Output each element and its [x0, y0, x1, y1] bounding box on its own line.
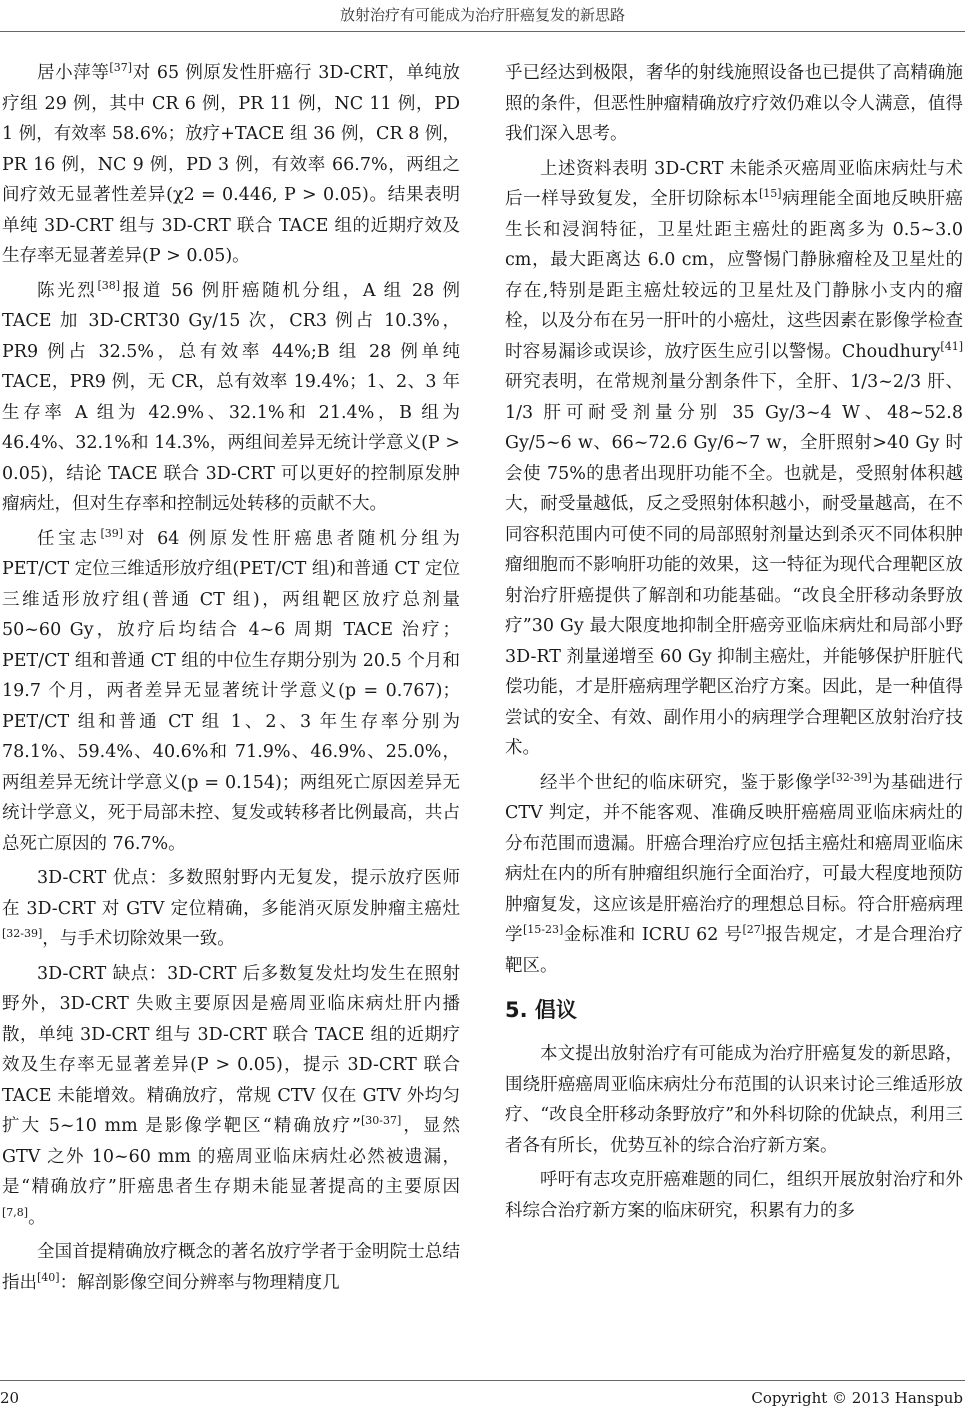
paragraph-3dcrt-disadvantages: 3D-CRT 缺点：3D-CRT 后多数复发灶均发生在照射野外，3D-CRT 失败主要原因是癌周亚临床病灶肝内播散，单纯 3D-CRT 组与 3D-CRT 联合 TACE 组的近期疗效及生存率无显著差异(P > 0.05)，提示 3D-CRT 联合 TACE 未能增效。精确放疗，常规 CTV 仅在 GTV 外均匀扩大 5~10 mm 是影像学靶区“精确放疗”[30-37]，显然 GTV 之外 10~60 mm 的癌周亚临床病灶必然被遗漏，是“精确放疗”肝癌患者生存期未能显著提高的主要原因[7,8]。 — [2, 963, 460, 1228]
paragraph-chen-guanglie: 陈光烈[38]报道 56 例肝癌随机分组，A 组 28 例 TACE 加 3D-CRT30 Gy/15 次，CR3 例占 10.3%，PR9 例占 32.5%，总有效率 44%;B 组 28 例单纯 TACE，PR9 例，无 CR，总有效率 19.4%；1、2、3 年生存率 A 组为 42.9%、32.1%和 21.4%，B 组为 46.4%、32.1%和 14.3%，两组间差异无统计学意义(P > 0.05)，结论 TACE 联合 3D-CRT 可以更好的控制原发肿瘤病灶，但对生存率和控制远处转移的贡献不大。 — [2, 278, 460, 514]
paragraph-ju-xiaoping: 居小萍等[37]对 65 例原发性肝癌行 3D-CRT，单纯放疗组 29 例，其中 CR 6 例，PR 11 例，NC 11 例，PD 1 例，有效率 58.6%；放疗+TACE 组 36 例，CR 8 例，PR 16 例，NC 9 例，PD 3 例，有效率 66.7%，两组之间疗效无显著性差异(χ2 = 0.446, P > 0.05)。结果表明单纯 3D-CRT 组与 3D-CRT 联合 TACE 组的近期疗效及生存率无显著差异(P > 0.05)。 — [2, 61, 460, 266]
right-column — [505, 58, 963, 1230]
citation-38: [38] — [97, 278, 121, 292]
paragraph-proposal: 本文提出放射治疗有可能成为治疗肝癌复发的新思路，围绕肝癌癌周亚临床病灶分布范围的认识来讨论三维适形放疗、“改良全肝移动条野放疗”和外科切除的优缺点，利用三者各有所长，优势互补的综合治疗新方案。 — [505, 1044, 963, 1156]
citation-32-39-b: [32-39] — [831, 770, 872, 784]
citation-27: [27] — [742, 923, 766, 937]
citation-7-8: [7,8] — [2, 1205, 29, 1219]
paragraph-3dcrt-advantages: 3D-CRT 优点：多数照射野内无复发，提示放疗医师在 3D-CRT 对 GTV 定位精确，多能消灭原发肿瘤主癌灶[32-39]，与手术切除效果一致。 — [2, 868, 460, 949]
copyright-notice: Copyright © 2013 Hanspub — [751, 1389, 963, 1407]
left-column — [2, 58, 460, 1302]
header-rule — [0, 31, 965, 32]
paragraph-clinical-research: 经半个世纪的临床研究，鉴于影像学[32-39]为基础进行 CTV 判定，并不能客观、准确反映肝癌癌周亚临床病灶的分布范围而遗漏。肝癌合理治疗应包括主癌灶和癌周亚临床病灶在内的所有肿瘤组织施行全面治疗，可最大程度地预防肿瘤复发，这应该是肝癌治疗的理想总目标。符合肝癌病理学[15-23]金标准和 ICRU 62 号[27]报告规定，才是合理治疗靶区。 — [505, 770, 964, 976]
citation-15-23: [15-23] — [523, 923, 564, 937]
citation-41: [41] — [940, 339, 963, 353]
citation-30-37: [30-37] — [360, 1114, 402, 1128]
citation-37: [37] — [109, 61, 133, 75]
footer-rule — [0, 1380, 965, 1381]
citation-32-39: [32-39] — [2, 927, 43, 941]
citation-15: [15] — [759, 187, 782, 201]
paragraph-appeal: 呼吁有志攻克肝癌难题的同仁，组织开展放射治疗和外科综合治疗新方案的临床研究，积累有力的多 — [505, 1170, 963, 1221]
paragraph-ren-baozhi: 任宝志[39]对 64 例原发性肝癌患者随机分组为 PET/CT 定位三维适形放疗组(PET/CT 组)和普通 CT 定位三维适形放疗组(普通 CT 组)，两组靶区放疗总剂量 50~60 Gy，放疗后均结合 4~6 周期 TACE 治疗；PET/CT 组和普通 CT 组的中位生存期分别为 20.5 个月和 19.7 个月，两者差异无显著统计学意义(p = 0.767)；PET/CT 组和普通 CT 组 1、2、3 年生存率分别为 78.1%、59.4%、40.6%和 71.9%、46.9%、25.0%，两组差异无统计学意义(p = 0.154)；两组死亡原因差异无统计学意义，死于局部未控、复发或转移者比例最高，共占总死亡原因的 76.7%。 — [2, 526, 460, 854]
citation-39: [39] — [100, 526, 124, 540]
paragraph-yu-jinming: 全国首提精确放疗概念的著名放疗学者于金明院士总结指出[40]：解剖影像空间分辨率与物理精度几 — [2, 1242, 460, 1293]
paragraph-data-summary: 上述资料表明 3D-CRT 未能杀灭癌周亚临床病灶与术后一样导致复发，全肝切除标本[15]病理能全面地反映肝癌生长和浸润特征，卫星灶距主癌灶的距离多为 0.5~3.0 cm，最大距离达 6.0 cm，应警惕门静脉瘤栓及卫星灶的存在,特别是距主癌灶较远的卫星灶及门静脉小支内的瘤栓，以及分布在另一肝叶的小癌灶，这些因素在影像学检查时容易漏诊或误诊，放疗医生应引以警惕。Choudhury[41]研究表明，在常规剂量分割条件下，全肝、1/3~2/3 肝、1/3 肝可耐受剂量分别 35 Gy/3~4 W、48~52.8 Gy/5~6 w、66~72.6 Gy/6~7 w，全肝照射>40 Gy 时会使 75%的患者出现肝功能不全。也就是，受照射体积越大，耐受量越低，反之受照射体积越小，耐受量越高，在不同容积范围内可使不同的局部照射剂量达到杀灭不同体积肿瘤细胞而不影响肝功能的效果，这一特征为现代合理靶区放射治疗肝癌提供了解剖和功能基础。“改良全肝移动条野放疗”30 Gy 最大限度地抑制全肝癌旁亚临床病灶和局部小野 3D-RT 剂量递增至 60 Gy 抑制主癌灶，并能够保护肝脏代偿功能，才是肝癌病理学靶区治疗方案。因此，是一种值得尝试的安全、有效、副作用小的病理学合理靶区放射治疗技术。 — [505, 158, 964, 758]
paragraph-continuation: 乎已经达到极限，奢华的射线施照设备也已提供了高精确施照的条件，但恶性肿瘤精确放疗疗效仍难以令人满意，值得我们深入思考。 — [505, 63, 963, 144]
running-title: 放射治疗有可能成为治疗肝癌复发的新思路 — [339, 6, 625, 24]
section-heading-proposal: 5. 倡议 — [505, 998, 577, 1022]
citation-40: [40] — [37, 1270, 60, 1284]
page-number: 20 — [0, 1389, 20, 1407]
